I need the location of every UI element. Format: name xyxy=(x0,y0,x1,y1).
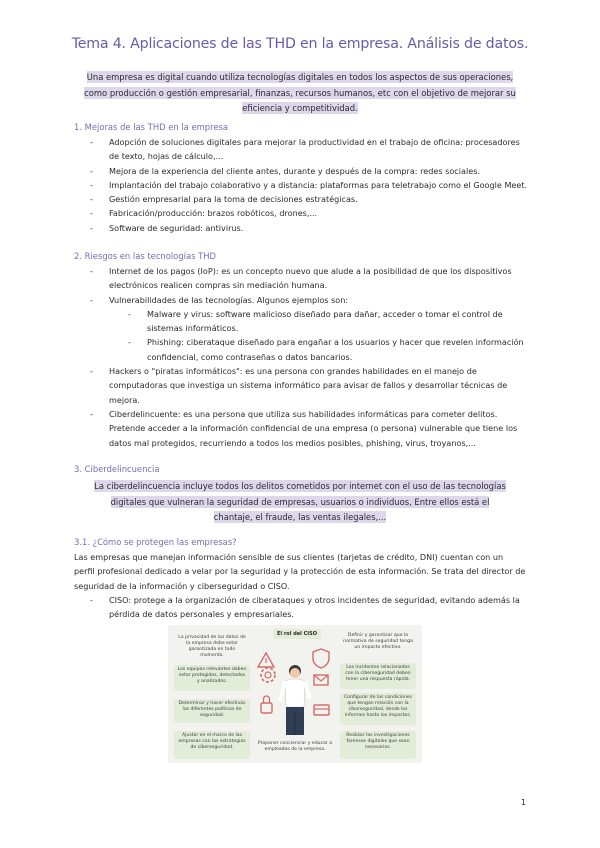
vulnerabilities-label: Vulnerabilidades de las tecnologías. Algunos ejemplos son: xyxy=(109,294,349,305)
infographic-bottom-box: Proponer concienciar y educar a empleados de la empresa. xyxy=(257,741,333,752)
section-3-highlight-text: La ciberdelincuencia incluye todos los delitos cometidos por internet con el uso de las tecnologías digitales que vulneran la seguridad de empresas, usuarios o individuos, Entre ellos está el chantaje, el fraude, las ventas ilegales,... xyxy=(94,481,506,522)
intro-text: Una empresa es digital cuando utiliza tecnologías digitales en todos los aspectos de sus operaciones, como producción o gestión empresarial, finanzas, recursos humanos, etc con el objetivo de mejorar su eficiencia y competitividad. xyxy=(84,72,516,113)
shield-icon xyxy=(313,649,329,668)
section-2-heading: 2. Riesgos en las tecnologías THD xyxy=(74,251,216,261)
infographic-left-box: Los equipos relevantes deben estar protegidos, detectados y analizados. xyxy=(174,665,250,691)
sub-list-item: - Malware y virus: software malicioso diseñado para dañar, acceder o tomar el control de sistemas informáticos. xyxy=(128,307,530,336)
list-item: - Implantación del trabajo colaborativo y a distancia: plataformas para teletrabajo como el Google Meet. xyxy=(90,178,530,192)
envelope-icon xyxy=(314,675,328,685)
section-1-heading: 1. Mejoras de las THD en la empresa xyxy=(74,122,229,132)
section-3-1-paragraph: Las empresas que manejan información sensible de sus clientes (tarjetas de crédito, DNI) cuentan con un perfil profesional dedicado a velar por la seguridad y la protección de esta información. Se trata del director de seguridad de la información y ciberseguridad o CISO. xyxy=(74,552,526,591)
vulnerabilities-sublist xyxy=(109,307,530,364)
list-item: - Hackers o "piratas informáticos": es una persona con grandes habilidades en el manejo de computadoras que investiga un sistema informático para avisar de fallos y desarrollar técnicas de mejora. xyxy=(90,364,530,407)
infographic-right-box: Realizar las investigaciones forenses digitales que sean necesarias. xyxy=(340,731,416,759)
lock-icon xyxy=(261,696,272,713)
list-item xyxy=(90,293,530,364)
sub-list-item: - Phishing: ciberataque diseñado para engañar a los usuarios y hacer que revelen información confidencial, como contraseñas o datos bancarios. xyxy=(128,335,530,364)
ciso-infographic xyxy=(168,625,422,763)
infographic-right-box: Configurar de las condiciones que tengan relación con la ciberseguridad, desde los informes hasta los impactos. xyxy=(340,693,416,725)
list-item: - Gestión empresarial para la toma de decisiones estratégicas. xyxy=(90,192,530,206)
credit-card-icon xyxy=(314,705,329,715)
section-3-highlight xyxy=(90,479,510,526)
section-3-heading: 3. Ciberdelincuencia xyxy=(74,464,160,474)
infographic-left-box: Determinar y hacer efectivas las diferentes políticas de seguridad. xyxy=(174,699,250,723)
page-number: 1 xyxy=(520,798,526,807)
section-2-list xyxy=(90,264,530,450)
section-1-list xyxy=(90,135,530,235)
list-item: - CISO: protege a la organización de ciberataques y otros incidentes de seguridad, evitando además la pérdida de datos personales y empresariales. xyxy=(90,593,530,622)
page-title: Tema 4. Aplicaciones de las THD en la empresa. Análisis de datos. xyxy=(71,36,529,52)
infographic-left-box: La privacidad de los datos de la empresa debe estar garantizada en todo momento. xyxy=(178,635,246,658)
infographic-right-box: Los incidentes relacionados con la ciberseguridad deben tener una respuesta rápida. xyxy=(340,663,416,689)
infographic-right-box: Definir y garantizar que la normativa de seguridad tenga un impacto efectivo. xyxy=(343,633,413,650)
list-item: - Mejora de la experiencia del cliente antes, durante y después de la compra: redes sociales. xyxy=(90,164,530,178)
gear-icon xyxy=(261,668,275,682)
list-item: - Ciberdelincuente: es una persona que utiliza sus habilidades informáticas para cometer delitos. Pretende acceder a la información confidencial de una empresa (o persona) vulnerable que tiene los datos mal protegidos, recurriendo a todos los medios posibles, phishing, virus, troyanos,... xyxy=(90,407,530,450)
intro-highlight xyxy=(74,70,526,117)
infographic-left-box: Ajustar en el marco de las empresas con las estrategias de ciberseguridad. xyxy=(174,731,250,759)
warning-icon xyxy=(258,653,274,667)
list-item: - Fabricación/producción: brazos robóticos, drones,... xyxy=(90,206,530,220)
person-figure xyxy=(280,665,310,735)
list-item: - Internet de los pagos (IoP): es un concepto nuevo que alude a la posibilidad de que los dispositivos electrónicos realicen compras sin mediación humana. xyxy=(90,264,530,293)
ciso-figure xyxy=(252,641,338,739)
list-item: - Adopción de soluciones digitales para mejorar la productividad en el trabajo de oficina: procesadores de texto, hojas de cálculo,... xyxy=(90,135,530,164)
section-3-1-list xyxy=(90,593,530,622)
list-item: - Software de seguridad: antivirus. xyxy=(90,221,530,235)
section-3-1-heading: 3.1. ¿Cómo se protegen las empresas? xyxy=(74,537,237,547)
infographic-title: El rol del CISO xyxy=(273,629,321,639)
